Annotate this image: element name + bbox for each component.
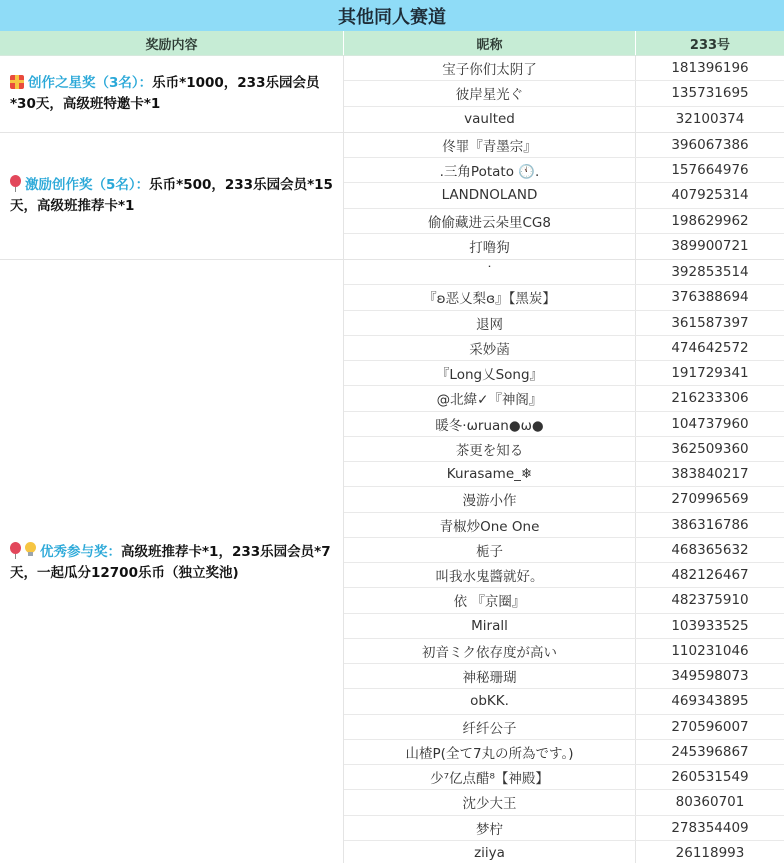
user-id-cell: 135731695 (671, 85, 749, 102)
nickname-cell: 退网 (344, 311, 636, 335)
reward-group (0, 56, 784, 133)
user-id-cell: 270996569 (671, 491, 749, 508)
winner-list (344, 56, 784, 132)
table-row (344, 765, 784, 790)
user-id-cell: 474642572 (671, 339, 749, 356)
nickname-cell: vaulted (344, 107, 636, 132)
user-id-cell: 468365632 (671, 541, 749, 558)
table-row (344, 816, 784, 841)
nickname-cell: 采妙菡 (344, 336, 636, 360)
user-id-cell: 362509360 (671, 440, 749, 457)
user-id-cell: 469343895 (671, 693, 749, 710)
reward-text (10, 73, 335, 115)
table-row (344, 260, 784, 285)
nickname-cell: 神秘珊瑚 (344, 664, 636, 688)
user-id-cell: 245396867 (671, 743, 749, 760)
reward-cell (0, 260, 344, 863)
nickname-cell: 佟罪『青墨宗』 (344, 133, 636, 157)
reward-text (10, 175, 335, 217)
user-id-cell: 482375910 (671, 592, 749, 609)
user-id-cell: 386316786 (671, 516, 749, 533)
user-id-cell: 270596007 (671, 718, 749, 735)
user-id-cell: 110231046 (671, 642, 749, 659)
reward-group (0, 133, 784, 260)
user-id-cell: 407925314 (671, 187, 749, 204)
table-row (344, 689, 784, 714)
nickname-cell: 偷偷藏进云朵里CG8 (344, 209, 636, 233)
user-id-cell: 349598073 (671, 668, 749, 685)
nickname-cell: Mirall (344, 614, 636, 638)
table-row (344, 234, 784, 259)
reward-cell (0, 133, 344, 259)
nickname-cell: 栀子 (344, 538, 636, 562)
table-row (344, 841, 784, 863)
table-row (344, 285, 784, 310)
table-row (344, 715, 784, 740)
nickname-cell: 纤纤公子 (344, 715, 636, 739)
table-header (0, 31, 784, 56)
table-row (344, 311, 784, 336)
table-row (344, 56, 784, 81)
user-id-cell: 198629962 (671, 212, 749, 229)
user-id-cell: 278354409 (671, 819, 749, 836)
reward-group (0, 260, 784, 863)
nickname-cell: 『ʚ恶乂梨ɞ』【黑炭】 (344, 285, 636, 309)
reward-text (10, 542, 335, 584)
nickname-cell: 『Long乂Song』 (344, 361, 636, 385)
nickname-cell: obKK. (344, 689, 636, 713)
table-row (344, 133, 784, 158)
nickname-cell: 少⁷亿点醋⁸【神殿】 (344, 765, 636, 789)
nickname-cell: @北緯✓『神阁』 (344, 386, 636, 410)
user-id-cell: 482126467 (671, 567, 749, 584)
user-id-cell: 260531549 (671, 769, 749, 786)
user-id-cell: 396067386 (671, 136, 749, 153)
reward-description: 乐币*500，233乐园会员*15天，高级班推荐卡*1 (10, 176, 333, 214)
table-row (344, 437, 784, 462)
table-row (344, 639, 784, 664)
table-row (344, 107, 784, 132)
reward-cell (0, 56, 344, 132)
table-row (344, 336, 784, 361)
page-title: 其他同人赛道 (0, 0, 784, 31)
table-row (344, 81, 784, 106)
table-row (344, 664, 784, 689)
nickname-cell: 沈少大王 (344, 790, 636, 814)
nickname-cell: LANDNOLAND (344, 183, 636, 207)
nickname-cell: 茶更を知る (344, 437, 636, 461)
user-id-cell: 80360701 (675, 794, 745, 811)
user-id-cell: 392853514 (671, 264, 749, 281)
table-row (344, 158, 784, 183)
reward-title: 激励创作奖（5名）： (25, 176, 150, 193)
nickname-cell: .三角Potato 🕚. (344, 158, 636, 182)
table-row (344, 412, 784, 437)
table-row (344, 740, 784, 765)
table-row (344, 588, 784, 613)
winner-list (344, 133, 784, 259)
bulb-icon (25, 542, 36, 558)
user-id-cell: 191729341 (671, 365, 749, 382)
balloon-icon (10, 542, 21, 558)
table-body (0, 56, 784, 863)
header-name: 昵称 (344, 31, 636, 55)
table-row (344, 386, 784, 411)
user-id-cell: 26118993 (675, 845, 745, 862)
nickname-cell: Kurasame_❄ (344, 462, 636, 486)
user-id-cell: 157664976 (671, 162, 749, 179)
user-id-cell: 104737960 (671, 415, 749, 432)
nickname-cell: ziiya (344, 841, 636, 863)
table-row (344, 538, 784, 563)
nickname-cell: 初音ミク依存度が高い (344, 639, 636, 663)
nickname-cell: 叫我水鬼醬就好。 (344, 563, 636, 587)
user-id-cell: 361587397 (671, 314, 749, 331)
reward-description: 乐币*1000，233乐园会员*30天，高级班特邀卡*1 (10, 74, 320, 112)
nickname-cell: 打噜狗 (344, 234, 636, 259)
nickname-cell: 梦柠 (344, 816, 636, 840)
balloon-icon (10, 175, 21, 191)
table-row (344, 209, 784, 234)
table-row (344, 462, 784, 487)
table-row (344, 790, 784, 815)
user-id-cell: 103933525 (671, 617, 749, 634)
winner-list (344, 260, 784, 863)
nickname-cell: 漫游小作 (344, 487, 636, 511)
user-id-cell: 376388694 (671, 289, 749, 306)
user-id-cell: 383840217 (671, 466, 749, 483)
nickname-cell: 宝子你们太阴了 (344, 56, 636, 80)
table-row (344, 487, 784, 512)
nickname-cell: 彼岸星光ぐ (344, 81, 636, 105)
table-row (344, 563, 784, 588)
reward-title: 创作之星奖（3名）： (28, 74, 153, 91)
table-row (344, 513, 784, 538)
table-row (344, 614, 784, 639)
user-id-cell: 389900721 (671, 238, 749, 255)
user-id-cell: 32100374 (675, 111, 745, 128)
table-row (344, 361, 784, 386)
nickname-cell: 依 『京圈』 (344, 588, 636, 612)
gift-icon (10, 75, 24, 89)
header-id: 233号 (689, 37, 731, 53)
nickname-cell: 暖冬·ωruan●ω● (344, 412, 636, 436)
reward-title: 优秀参与奖： (40, 544, 121, 560)
nickname-cell: 山楂P(全て7丸の所為です。) (344, 740, 636, 764)
reward-description: 高级班推荐卡*1，233乐园会员*7天，一起瓜分12700乐币（独立奖池) (10, 544, 331, 581)
header-reward: 奖励内容 (0, 31, 344, 55)
nickname-cell: ˙ (344, 260, 636, 284)
user-id-cell: 216233306 (671, 390, 749, 407)
user-id-cell: 181396196 (671, 60, 749, 77)
nickname-cell: 青椒炒One One (344, 513, 636, 537)
table-row (344, 183, 784, 208)
